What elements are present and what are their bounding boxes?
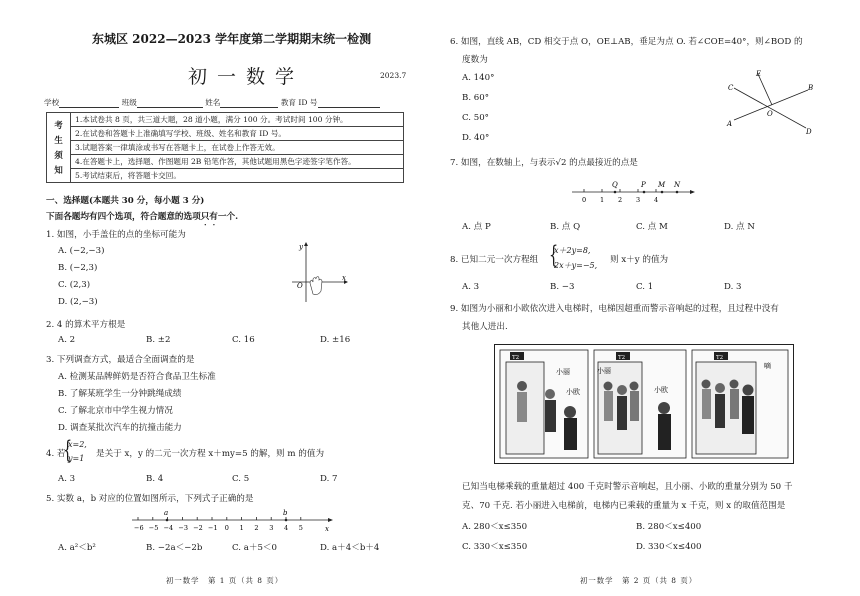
q7-label-m: M	[658, 181, 666, 189]
q5-tick-label: −3	[178, 524, 188, 532]
instr-emphasis: 只有	[200, 212, 218, 222]
q7-stem: 7. 如图，在数轴上，与表示√2 的点最接近的点是	[450, 158, 638, 168]
q4-option-c: C. 5	[232, 474, 250, 484]
q1-option-c: C. (2,3)	[58, 280, 91, 290]
q7-point-p	[643, 191, 646, 194]
label-o: O	[767, 110, 773, 118]
q4-system-line-2: y=1	[68, 454, 85, 463]
label-a: A	[727, 120, 733, 128]
line-cd	[734, 88, 806, 128]
label-e: E	[756, 70, 762, 78]
q5-number-line	[128, 506, 340, 536]
q5-tick-label: 4	[284, 524, 289, 532]
q7-tick-label: 4	[654, 196, 659, 204]
q7-option-a: A. 点 P	[462, 222, 491, 232]
q5-tick-label: −5	[148, 524, 159, 532]
q5-tick-label: 1	[239, 524, 244, 532]
q7-point-q	[614, 191, 617, 194]
q8-system-line-2: 2x＋y=−5,	[554, 261, 598, 270]
q5-stem: 5. 实数 a，b 对应的位置如图所示，下列式子正确的是	[46, 494, 254, 504]
elevator-badge-2: T2	[618, 355, 626, 361]
q8-option-c: C. 1	[636, 282, 654, 292]
exam-date: 2023.7	[380, 71, 407, 80]
q8-system-line-1: x＋2y=8,	[554, 246, 591, 255]
q4-system-line-1: x=2,	[68, 440, 87, 449]
q7-label-q: Q	[612, 181, 618, 189]
q8-option-b: B. −3	[550, 282, 575, 292]
field-class-label: 班级	[121, 98, 137, 107]
q1-y-label: y	[299, 243, 303, 251]
q1-stem: 1. 如图，小手盖住的点的坐标可能为	[46, 230, 186, 240]
section-instructions	[46, 210, 238, 227]
page-footer-1: 初一数学 第 1 页（共 8 页）	[166, 576, 284, 585]
q1-coordinate-figure	[290, 240, 350, 306]
hand-icon	[310, 277, 322, 295]
q3-option-c: C. 了解北京市中学生视力情况	[58, 406, 173, 416]
q6-option-c: C. 50°	[462, 113, 489, 123]
q5-tick-label: 3	[269, 524, 274, 532]
field-id-blank	[318, 99, 380, 108]
field-name-label: 姓名	[205, 98, 221, 107]
q7-option-b: B. 点 Q	[550, 222, 581, 232]
q9-elevator-comic	[494, 344, 794, 464]
q6-option-a: A. 140°	[462, 73, 495, 83]
q3-stem: 3. 下列调查方式，最适合全面调查的是	[46, 355, 195, 365]
q5-point-a	[166, 519, 169, 522]
q9-body-line-1: 已知当电梯乘载的重量超过 400 千克时警示音响起，且小丽、小欧的重量分别为 50 千	[462, 482, 793, 492]
q9-body-line-2: 克、70 千克. 若小丽进入电梯前，电梯内已乘载的重量为 x 千克，则 x 的取值范围是	[462, 501, 786, 511]
q4-option-a: A. 3	[58, 474, 76, 484]
note-item: 4.在答题卡上，选择题、作图题用 2B 铅笔作答，其他试题用黑色字迹签字笔作答。	[71, 155, 404, 169]
q5-tick-label: −2	[193, 524, 203, 532]
q9-option-b: B. 280＜x≤400	[636, 522, 702, 532]
q5-option-b: B. −2a＜−2b	[146, 543, 203, 553]
q1-option-b: B. (−2,3)	[58, 263, 98, 273]
label-xiaoou-2: 小欧	[654, 386, 668, 394]
label-xiaoli-1: 小丽	[556, 368, 570, 376]
exam-notes-box	[46, 112, 404, 183]
q5-option-a: A. a²＜b²	[58, 543, 96, 553]
q4-stem-post: 是关于 x，y 的二元一次方程 x＋my=5 的解，则 m 的值为	[96, 449, 325, 459]
comic-panel-2	[594, 350, 686, 458]
q6-intersecting-lines-figure	[720, 66, 820, 138]
q7-tick-label: 0	[582, 196, 587, 204]
q8-stem-pre: 8. 已知二元一次方程组	[450, 255, 539, 265]
q9-option-d: D. 330＜x≤400	[636, 542, 702, 552]
q5-option-d: D. a＋4＜b＋4	[320, 543, 380, 553]
q3-option-d: D. 调查某批次汽车的抗撞击能力	[58, 423, 182, 433]
q2-option-d: D. ±16	[320, 335, 351, 345]
q9-option-c: C. 330＜x≤350	[462, 542, 528, 552]
q4-stem-pre: 4. 若	[46, 449, 66, 459]
q3-option-b: B. 了解某班学生一分钟跳绳成绩	[58, 389, 182, 399]
instr-text: 下面各题均有四个选项，符合题意的选项	[46, 212, 201, 222]
note-item: 3.试题答案一律填涂或书写在答题卡上，在试卷上作答无效。	[71, 141, 404, 155]
q1-option-d: D. (2,−3)	[58, 297, 98, 307]
q7-label-n: N	[674, 181, 681, 189]
q2-option-a: A. 2	[58, 335, 76, 345]
q4-option-d: D. 7	[320, 474, 338, 484]
q7-option-c: C. 点 M	[636, 222, 668, 232]
q5-tick-label: −1	[208, 524, 218, 532]
q3-option-a: A. 检测某品牌鲜奶是否符合食品卫生标准	[58, 372, 216, 382]
q5-tick-label: −6	[134, 524, 144, 532]
note-item: 2.在试卷和答题卡上准确填写学校、班级、姓名和教育 ID 号。	[71, 127, 404, 141]
label-d: D	[806, 128, 812, 136]
subject-title: 初一数学	[188, 66, 305, 88]
q1-origin-label: O	[297, 282, 303, 290]
section-title: 一、选择题(本题共 30 分，每小题 3 分)	[46, 196, 205, 206]
q9-stem-line-1: 9. 如图为小丽和小欧依次进入电梯时，电梯因超重而警示音响起的过程，且过程中没有	[450, 304, 779, 314]
q8-brace: {	[549, 241, 559, 269]
notes-label: 考生须知	[47, 113, 71, 183]
student-info-row	[44, 97, 380, 108]
q6-stem-line-1: 6. 如图，直线 AB，CD 相交于点 O，OE⊥AB，垂足为点 O. 若∠COE=40°，则∠BOD 的	[450, 37, 803, 47]
page-footer-2: 初一数学 第 2 页（共 8 页）	[580, 576, 698, 585]
ray-oe	[758, 74, 772, 105]
q6-stem-line-2: 度数为	[462, 55, 488, 65]
note-item: 1.本试卷共 8 页，共三道大题，28 道小题，满分 100 分。考试时间 100 分钟。	[71, 113, 404, 127]
q8-stem-post: 则 x＋y 的值为	[610, 255, 669, 265]
q1-option-a: A. (−2,−3)	[58, 246, 105, 256]
q8-option-a: A. 3	[462, 282, 480, 292]
q5-tick-label: 2	[254, 524, 259, 532]
label-xiaoou-1: 小欧	[566, 388, 580, 396]
label-b: B	[808, 84, 814, 92]
q9-stem-line-2: 其他人进出.	[462, 322, 508, 332]
q2-option-c: C. 16	[232, 335, 255, 345]
exam-page-2	[430, 0, 860, 596]
q7-number-line	[570, 178, 700, 208]
comic-panel-1	[500, 350, 588, 458]
field-class-blank	[137, 99, 203, 108]
exam-title: 东城区 2022—2023 学年度第二学期期末统一检测	[92, 32, 372, 46]
q5-point-b	[285, 519, 288, 522]
q5-x-label: x	[325, 525, 329, 533]
q7-tick-label: 1	[600, 196, 605, 204]
q2-stem: 2. 4 的算术平方根是	[46, 320, 126, 330]
q6-option-d: D. 40°	[462, 133, 490, 143]
field-name-blank	[220, 99, 278, 108]
field-id-label: 教育 ID 号	[280, 98, 318, 107]
q1-x-label: x	[342, 274, 346, 282]
q5-label-b: b	[283, 509, 288, 517]
q5-tick-label: 0	[224, 524, 229, 532]
q8-option-d: D. 3	[724, 282, 742, 292]
q7-label-p: P	[641, 181, 646, 189]
label-c: C	[728, 84, 734, 92]
q5-tick-label: −4	[163, 524, 174, 532]
q4-brace: {	[63, 436, 73, 464]
q5-tick-label: 5	[298, 524, 303, 532]
instr-text-end: 一个.	[217, 212, 239, 222]
q5-option-c: C. a＋5＜0	[232, 543, 277, 553]
q7-option-d: D. 点 N	[724, 222, 755, 232]
q9-option-a: A. 280＜x≤350	[462, 522, 528, 532]
comic-panel-3	[692, 350, 788, 458]
elevator-badge-1: T2	[512, 355, 520, 361]
label-beep: 嘀	[764, 362, 771, 370]
q6-option-b: B. 60°	[462, 93, 490, 103]
q7-point-n	[676, 191, 679, 194]
note-item: 5.考试结束后，将答题卡交回。	[71, 169, 404, 183]
field-school-label: 学校	[44, 98, 60, 107]
q7-tick-label: 3	[636, 196, 641, 204]
label-xiaoli-2: 小丽	[597, 367, 611, 375]
q7-point-m	[661, 191, 664, 194]
q2-option-b: B. ±2	[146, 335, 171, 345]
q4-option-b: B. 4	[146, 474, 164, 484]
q5-label-a: a	[164, 509, 169, 517]
field-school-blank	[59, 99, 119, 108]
q7-tick-label: 2	[618, 196, 623, 204]
elevator-badge-3: T2	[716, 355, 724, 361]
